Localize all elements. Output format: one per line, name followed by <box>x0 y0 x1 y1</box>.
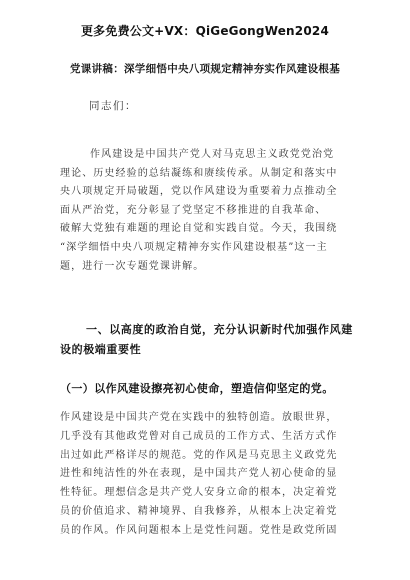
body-line: 进性和纯洁性的外在表现，是中国共产党人初心使命的显 <box>60 468 338 480</box>
body-line: 性特征。理想信念是共产党人安身立命的根本，决定着党 <box>60 487 338 499</box>
section-heading-line: 设的极端重要性 <box>60 343 142 356</box>
section-heading <box>60 320 360 360</box>
intro-line: “深学细悟中央八项规定精神夯实作风建设根基”这一主 <box>60 241 328 253</box>
promo-header: 更多免费公文+VX：QiGeGongWen2024 <box>80 24 329 38</box>
body-line: 作风建设是中国共产党在实践中的独特创造。放眼世界， <box>60 412 338 423</box>
intro-line: 面从严治党，充分彰显了党坚定不移推进的自我革命、 <box>60 204 327 216</box>
document-title: 党课讲稿：深学细悟中央八项规定精神夯实作风建设根基 <box>70 63 340 75</box>
body-line: 员的作风。作风问题根本上是党性问题。党性是政党所固 <box>60 524 338 536</box>
sub-heading: （一）以作风建设擦亮初心使命，塑造信仰坚定的党。 <box>60 382 334 395</box>
greeting: 同志们： <box>89 100 137 112</box>
body-line: 几乎没有其他政党曾对自己成员的工作方式、生活方式作 <box>60 430 338 442</box>
body-line: 员的价值追求、精神境界、自我修养，从根本上决定着党 <box>60 505 338 517</box>
intro-line: 央八项规定开局破题，党以作风建设为重要着力点推动全 <box>60 186 338 198</box>
body-line: 出过如此严格详尽的规范。党的作风是马克思主义政党先 <box>60 449 338 461</box>
body-paragraph <box>60 409 354 541</box>
section-heading-line: 一、以高度的政治自觉，充分认识新时代加强作风建 <box>86 323 353 336</box>
intro-line: 理论、历史经验的总结凝练和赓续传承。从制定和落实中 <box>60 167 338 179</box>
intro-line: 题，进行一次专题党课讲解。 <box>60 260 205 272</box>
intro-paragraph <box>60 146 354 276</box>
intro-line: 作风建设是中国共产党人对马克思主义政党党治党 <box>90 149 335 160</box>
intro-line: 破解大党独有难题的理论自觉和实践自觉。今天，我围绕 <box>60 223 338 235</box>
